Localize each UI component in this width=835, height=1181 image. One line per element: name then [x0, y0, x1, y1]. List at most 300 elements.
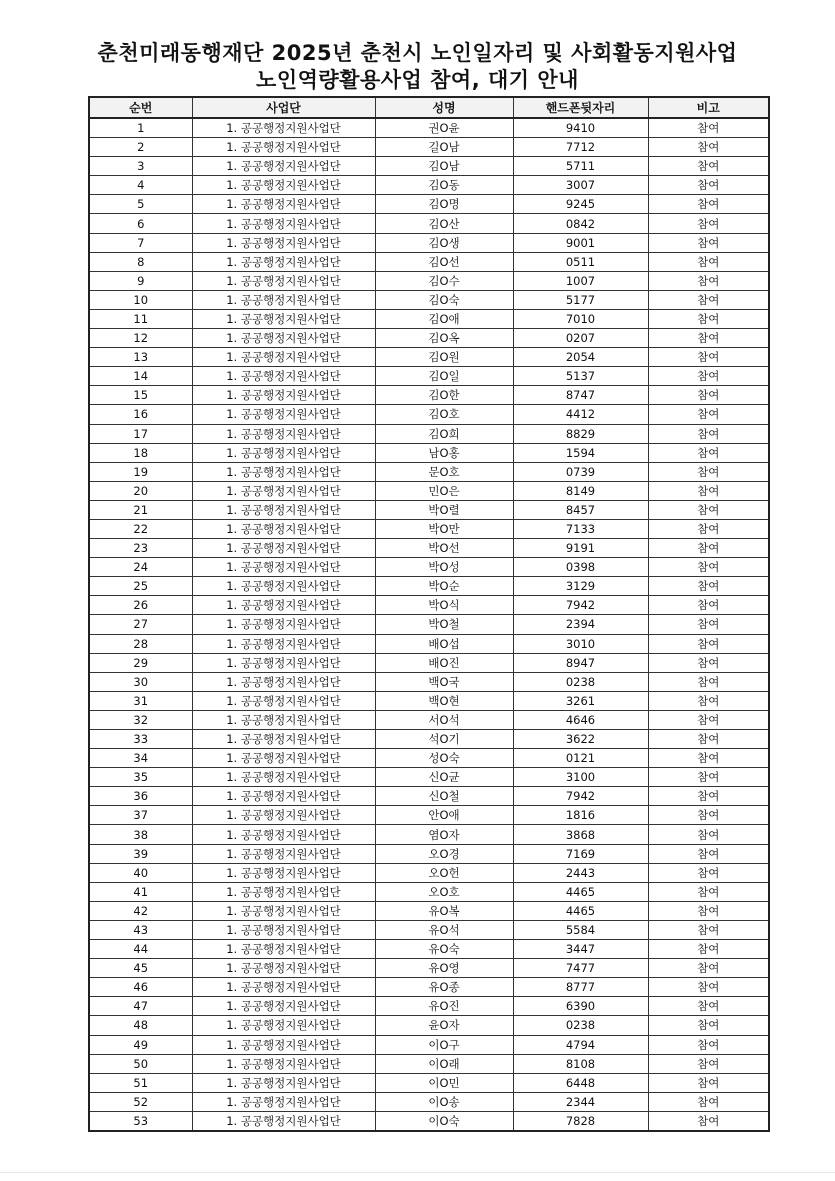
cell-name: 김O동 [375, 176, 513, 195]
cell-phone-last-digits: 3010 [513, 634, 648, 653]
cell-number: 34 [89, 749, 192, 768]
page-bottom-divider [0, 1172, 835, 1173]
table-row [89, 1035, 769, 1054]
cell-remarks: 참여 [648, 634, 769, 653]
cell-name: 박O순 [375, 577, 513, 596]
table-row [89, 634, 769, 653]
cell-phone-last-digits: 9410 [513, 118, 648, 138]
cell-name: 남O홍 [375, 443, 513, 462]
cell-remarks: 참여 [648, 806, 769, 825]
cell-remarks: 참여 [648, 118, 769, 138]
cell-name: 김O명 [375, 195, 513, 214]
cell-phone-last-digits: 4646 [513, 710, 648, 729]
cell-number: 18 [89, 443, 192, 462]
cell-name: 배O진 [375, 653, 513, 672]
cell-name: 권O윤 [375, 118, 513, 138]
cell-phone-last-digits: 8108 [513, 1054, 648, 1073]
cell-phone-last-digits: 8829 [513, 424, 648, 443]
table-row [89, 730, 769, 749]
cell-name: 김O숙 [375, 290, 513, 309]
cell-phone-last-digits: 3868 [513, 825, 648, 844]
cell-phone-last-digits: 5137 [513, 367, 648, 386]
table-row [89, 252, 769, 271]
cell-remarks: 참여 [648, 195, 769, 214]
cell-project-group: 1. 공공행정지원사업단 [192, 348, 375, 367]
cell-number: 31 [89, 691, 192, 710]
cell-project-group: 1. 공공행정지원사업단 [192, 959, 375, 978]
cell-phone-last-digits: 3007 [513, 176, 648, 195]
table-row [89, 1073, 769, 1092]
cell-phone-last-digits: 3261 [513, 691, 648, 710]
table-row [89, 1111, 769, 1131]
cell-phone-last-digits: 8777 [513, 978, 648, 997]
cell-remarks: 참여 [648, 462, 769, 481]
cell-number: 46 [89, 978, 192, 997]
table-row [89, 271, 769, 290]
cell-project-group: 1. 공공행정지원사업단 [192, 863, 375, 882]
cell-project-group: 1. 공공행정지원사업단 [192, 309, 375, 328]
cell-number: 5 [89, 195, 192, 214]
cell-project-group: 1. 공공행정지원사업단 [192, 367, 375, 386]
table-row [89, 1054, 769, 1073]
cell-name: 문O호 [375, 462, 513, 481]
cell-phone-last-digits: 4465 [513, 901, 648, 920]
cell-name: 박O식 [375, 596, 513, 615]
cell-number: 36 [89, 787, 192, 806]
cell-number: 17 [89, 424, 192, 443]
cell-name: 서O석 [375, 710, 513, 729]
cell-project-group: 1. 공공행정지원사업단 [192, 634, 375, 653]
cell-project-group: 1. 공공행정지원사업단 [192, 118, 375, 138]
table-row [89, 558, 769, 577]
cell-phone-last-digits: 5711 [513, 157, 648, 176]
column-header-name: 성명 [375, 97, 513, 118]
cell-phone-last-digits: 2443 [513, 863, 648, 882]
cell-name: 신O균 [375, 768, 513, 787]
cell-name: 김O일 [375, 367, 513, 386]
cell-project-group: 1. 공공행정지원사업단 [192, 233, 375, 252]
participant-table [88, 96, 770, 1132]
table-row [89, 519, 769, 538]
cell-number: 16 [89, 405, 192, 424]
cell-name: 김O옥 [375, 329, 513, 348]
cell-name: 신O철 [375, 787, 513, 806]
cell-remarks: 참여 [648, 405, 769, 424]
table-row [89, 367, 769, 386]
cell-number: 30 [89, 672, 192, 691]
cell-remarks: 참여 [648, 1054, 769, 1073]
cell-remarks: 참여 [648, 176, 769, 195]
cell-phone-last-digits: 7828 [513, 1111, 648, 1131]
cell-number: 14 [89, 367, 192, 386]
cell-number: 48 [89, 1016, 192, 1035]
cell-project-group: 1. 공공행정지원사업단 [192, 844, 375, 863]
cell-remarks: 참여 [648, 271, 769, 290]
cell-remarks: 참여 [648, 978, 769, 997]
cell-remarks: 참여 [648, 1092, 769, 1111]
cell-phone-last-digits: 5584 [513, 920, 648, 939]
cell-project-group: 1. 공공행정지원사업단 [192, 405, 375, 424]
table-row [89, 691, 769, 710]
cell-project-group: 1. 공공행정지원사업단 [192, 539, 375, 558]
cell-number: 44 [89, 940, 192, 959]
cell-name: 박O만 [375, 519, 513, 538]
table-row [89, 176, 769, 195]
cell-name: 오O헌 [375, 863, 513, 882]
cell-number: 39 [89, 844, 192, 863]
table-row [89, 138, 769, 157]
cell-name: 유O석 [375, 920, 513, 939]
cell-project-group: 1. 공공행정지원사업단 [192, 787, 375, 806]
column-header-number: 순번 [89, 97, 192, 118]
cell-name: 박O성 [375, 558, 513, 577]
cell-project-group: 1. 공공행정지원사업단 [192, 481, 375, 500]
cell-name: 성O숙 [375, 749, 513, 768]
cell-remarks: 참여 [648, 539, 769, 558]
table-row [89, 443, 769, 462]
cell-number: 1 [89, 118, 192, 138]
cell-name: 박O렬 [375, 500, 513, 519]
cell-number: 4 [89, 176, 192, 195]
cell-project-group: 1. 공공행정지원사업단 [192, 997, 375, 1016]
cell-phone-last-digits: 0121 [513, 749, 648, 768]
table-header-row [89, 97, 769, 118]
cell-project-group: 1. 공공행정지원사업단 [192, 691, 375, 710]
table-row [89, 462, 769, 481]
table-row [89, 940, 769, 959]
table-row [89, 825, 769, 844]
cell-name: 석O기 [375, 730, 513, 749]
document-title-line-2: 노인역량활용사업 참여, 대기 안내 [256, 68, 579, 92]
cell-project-group: 1. 공공행정지원사업단 [192, 1073, 375, 1092]
cell-phone-last-digits: 2394 [513, 615, 648, 634]
cell-project-group: 1. 공공행정지원사업단 [192, 424, 375, 443]
cell-project-group: 1. 공공행정지원사업단 [192, 195, 375, 214]
cell-number: 23 [89, 539, 192, 558]
cell-name: 박O철 [375, 615, 513, 634]
cell-name: 김O산 [375, 214, 513, 233]
cell-name: 이O민 [375, 1073, 513, 1092]
table-row [89, 329, 769, 348]
cell-number: 9 [89, 271, 192, 290]
table-row [89, 195, 769, 214]
cell-remarks: 참여 [648, 615, 769, 634]
cell-number: 2 [89, 138, 192, 157]
cell-phone-last-digits: 7477 [513, 959, 648, 978]
cell-remarks: 참여 [648, 596, 769, 615]
cell-phone-last-digits: 8149 [513, 481, 648, 500]
table-row [89, 596, 769, 615]
cell-phone-last-digits: 1816 [513, 806, 648, 825]
cell-number: 11 [89, 309, 192, 328]
cell-remarks: 참여 [648, 386, 769, 405]
cell-project-group: 1. 공공행정지원사업단 [192, 519, 375, 538]
table-row [89, 901, 769, 920]
cell-remarks: 참여 [648, 997, 769, 1016]
cell-number: 3 [89, 157, 192, 176]
table-row [89, 768, 769, 787]
cell-project-group: 1. 공공행정지원사업단 [192, 214, 375, 233]
cell-name: 김O수 [375, 271, 513, 290]
cell-name: 유O종 [375, 978, 513, 997]
cell-phone-last-digits: 9001 [513, 233, 648, 252]
cell-phone-last-digits: 4412 [513, 405, 648, 424]
table-row [89, 882, 769, 901]
cell-number: 8 [89, 252, 192, 271]
cell-project-group: 1. 공공행정지원사업단 [192, 290, 375, 309]
cell-phone-last-digits: 8457 [513, 500, 648, 519]
cell-number: 25 [89, 577, 192, 596]
cell-project-group: 1. 공공행정지원사업단 [192, 806, 375, 825]
cell-number: 32 [89, 710, 192, 729]
table-row [89, 978, 769, 997]
cell-number: 49 [89, 1035, 192, 1054]
cell-remarks: 참여 [648, 1111, 769, 1131]
cell-name: 윤O자 [375, 1016, 513, 1035]
cell-name: 오O경 [375, 844, 513, 863]
table-row [89, 348, 769, 367]
cell-phone-last-digits: 6448 [513, 1073, 648, 1092]
cell-project-group: 1. 공공행정지원사업단 [192, 138, 375, 157]
cell-project-group: 1. 공공행정지원사업단 [192, 768, 375, 787]
cell-name: 염O자 [375, 825, 513, 844]
cell-project-group: 1. 공공행정지원사업단 [192, 558, 375, 577]
cell-number: 38 [89, 825, 192, 844]
cell-remarks: 참여 [648, 309, 769, 328]
cell-name: 김O애 [375, 309, 513, 328]
table-row [89, 214, 769, 233]
cell-remarks: 참여 [648, 825, 769, 844]
table-row [89, 749, 769, 768]
cell-number: 50 [89, 1054, 192, 1073]
cell-name: 김O원 [375, 348, 513, 367]
cell-remarks: 참여 [648, 863, 769, 882]
cell-number: 7 [89, 233, 192, 252]
cell-number: 12 [89, 329, 192, 348]
cell-name: 안O애 [375, 806, 513, 825]
table-row [89, 710, 769, 729]
cell-phone-last-digits: 7010 [513, 309, 648, 328]
cell-number: 52 [89, 1092, 192, 1111]
cell-number: 26 [89, 596, 192, 615]
cell-project-group: 1. 공공행정지원사업단 [192, 653, 375, 672]
cell-project-group: 1. 공공행정지원사업단 [192, 882, 375, 901]
cell-project-group: 1. 공공행정지원사업단 [192, 157, 375, 176]
cell-number: 6 [89, 214, 192, 233]
cell-number: 37 [89, 806, 192, 825]
cell-phone-last-digits: 3622 [513, 730, 648, 749]
cell-name: 백O국 [375, 672, 513, 691]
cell-name: 이O숙 [375, 1111, 513, 1131]
table-row [89, 309, 769, 328]
cell-remarks: 참여 [648, 214, 769, 233]
document-title-line-1: 춘천미래동행재단 2025년 춘천시 노인일자리 및 사회활동지원사업 [97, 41, 738, 65]
cell-project-group: 1. 공공행정지원사업단 [192, 978, 375, 997]
table-row [89, 615, 769, 634]
cell-name: 길O남 [375, 138, 513, 157]
cell-name: 오O호 [375, 882, 513, 901]
table-row [89, 1092, 769, 1111]
cell-number: 51 [89, 1073, 192, 1092]
table-row [89, 290, 769, 309]
cell-name: 민O은 [375, 481, 513, 500]
cell-number: 22 [89, 519, 192, 538]
cell-project-group: 1. 공공행정지원사업단 [192, 672, 375, 691]
table-row [89, 787, 769, 806]
cell-phone-last-digits: 1007 [513, 271, 648, 290]
cell-name: 김O선 [375, 252, 513, 271]
cell-project-group: 1. 공공행정지원사업단 [192, 825, 375, 844]
cell-number: 15 [89, 386, 192, 405]
cell-project-group: 1. 공공행정지원사업단 [192, 1111, 375, 1131]
cell-phone-last-digits: 0238 [513, 672, 648, 691]
cell-remarks: 참여 [648, 1035, 769, 1054]
cell-project-group: 1. 공공행정지원사업단 [192, 329, 375, 348]
cell-name: 김O호 [375, 405, 513, 424]
cell-project-group: 1. 공공행정지원사업단 [192, 615, 375, 634]
cell-remarks: 참여 [648, 348, 769, 367]
table-row [89, 844, 769, 863]
cell-name: 유O복 [375, 901, 513, 920]
cell-number: 27 [89, 615, 192, 634]
cell-remarks: 참여 [648, 653, 769, 672]
cell-remarks: 참여 [648, 233, 769, 252]
cell-number: 28 [89, 634, 192, 653]
cell-project-group: 1. 공공행정지원사업단 [192, 1092, 375, 1111]
table-row [89, 920, 769, 939]
cell-project-group: 1. 공공행정지원사업단 [192, 730, 375, 749]
table-row [89, 157, 769, 176]
cell-remarks: 참여 [648, 1073, 769, 1092]
cell-remarks: 참여 [648, 424, 769, 443]
table-row [89, 1016, 769, 1035]
cell-phone-last-digits: 8947 [513, 653, 648, 672]
cell-remarks: 참여 [648, 138, 769, 157]
cell-project-group: 1. 공공행정지원사업단 [192, 443, 375, 462]
cell-phone-last-digits: 5177 [513, 290, 648, 309]
cell-name: 유O진 [375, 997, 513, 1016]
cell-number: 13 [89, 348, 192, 367]
cell-name: 이O래 [375, 1054, 513, 1073]
cell-remarks: 참여 [648, 290, 769, 309]
table-row [89, 959, 769, 978]
cell-remarks: 참여 [648, 730, 769, 749]
cell-project-group: 1. 공공행정지원사업단 [192, 1035, 375, 1054]
column-header-remarks: 비고 [648, 97, 769, 118]
cell-phone-last-digits: 7942 [513, 787, 648, 806]
cell-remarks: 참여 [648, 443, 769, 462]
cell-name: 유O숙 [375, 940, 513, 959]
cell-remarks: 참여 [648, 558, 769, 577]
table-row [89, 997, 769, 1016]
cell-name: 배O섭 [375, 634, 513, 653]
cell-remarks: 참여 [648, 519, 769, 538]
cell-phone-last-digits: 7942 [513, 596, 648, 615]
cell-remarks: 참여 [648, 500, 769, 519]
cell-project-group: 1. 공공행정지원사업단 [192, 500, 375, 519]
table-row [89, 386, 769, 405]
cell-number: 19 [89, 462, 192, 481]
cell-phone-last-digits: 4794 [513, 1035, 648, 1054]
cell-number: 42 [89, 901, 192, 920]
cell-remarks: 참여 [648, 691, 769, 710]
cell-phone-last-digits: 6390 [513, 997, 648, 1016]
cell-remarks: 참여 [648, 920, 769, 939]
cell-name: 김O희 [375, 424, 513, 443]
cell-name: 백O현 [375, 691, 513, 710]
cell-remarks: 참여 [648, 367, 769, 386]
cell-name: 김O생 [375, 233, 513, 252]
cell-phone-last-digits: 4465 [513, 882, 648, 901]
cell-phone-last-digits: 2054 [513, 348, 648, 367]
cell-project-group: 1. 공공행정지원사업단 [192, 577, 375, 596]
cell-remarks: 참여 [648, 672, 769, 691]
cell-remarks: 참여 [648, 940, 769, 959]
cell-remarks: 참여 [648, 481, 769, 500]
cell-phone-last-digits: 3447 [513, 940, 648, 959]
cell-number: 35 [89, 768, 192, 787]
cell-project-group: 1. 공공행정지원사업단 [192, 386, 375, 405]
cell-remarks: 참여 [648, 329, 769, 348]
cell-project-group: 1. 공공행정지원사업단 [192, 920, 375, 939]
cell-phone-last-digits: 8747 [513, 386, 648, 405]
table-row [89, 233, 769, 252]
cell-remarks: 참여 [648, 252, 769, 271]
cell-number: 45 [89, 959, 192, 978]
cell-phone-last-digits: 0842 [513, 214, 648, 233]
table-row [89, 863, 769, 882]
cell-project-group: 1. 공공행정지원사업단 [192, 252, 375, 271]
cell-phone-last-digits: 0739 [513, 462, 648, 481]
cell-number: 33 [89, 730, 192, 749]
cell-phone-last-digits: 3129 [513, 577, 648, 596]
table-row [89, 481, 769, 500]
cell-phone-last-digits: 0511 [513, 252, 648, 271]
cell-phone-last-digits: 1594 [513, 443, 648, 462]
cell-remarks: 참여 [648, 768, 769, 787]
cell-project-group: 1. 공공행정지원사업단 [192, 462, 375, 481]
cell-phone-last-digits: 3100 [513, 768, 648, 787]
table-row [89, 577, 769, 596]
cell-phone-last-digits: 0207 [513, 329, 648, 348]
cell-phone-last-digits: 0398 [513, 558, 648, 577]
table-row [89, 118, 769, 138]
cell-name: 김O한 [375, 386, 513, 405]
cell-project-group: 1. 공공행정지원사업단 [192, 596, 375, 615]
cell-remarks: 참여 [648, 882, 769, 901]
cell-name: 박O선 [375, 539, 513, 558]
cell-phone-last-digits: 7712 [513, 138, 648, 157]
cell-remarks: 참여 [648, 749, 769, 768]
cell-remarks: 참여 [648, 157, 769, 176]
cell-project-group: 1. 공공행정지원사업단 [192, 1016, 375, 1035]
table-row [89, 653, 769, 672]
cell-number: 53 [89, 1111, 192, 1131]
cell-project-group: 1. 공공행정지원사업단 [192, 271, 375, 290]
table-body [89, 118, 769, 1131]
cell-remarks: 참여 [648, 710, 769, 729]
table-row [89, 424, 769, 443]
cell-remarks: 참여 [648, 1016, 769, 1035]
cell-remarks: 참여 [648, 577, 769, 596]
cell-number: 10 [89, 290, 192, 309]
cell-name: 유O영 [375, 959, 513, 978]
cell-name: 이O송 [375, 1092, 513, 1111]
cell-project-group: 1. 공공행정지원사업단 [192, 749, 375, 768]
cell-remarks: 참여 [648, 901, 769, 920]
cell-project-group: 1. 공공행정지원사업단 [192, 710, 375, 729]
cell-number: 24 [89, 558, 192, 577]
